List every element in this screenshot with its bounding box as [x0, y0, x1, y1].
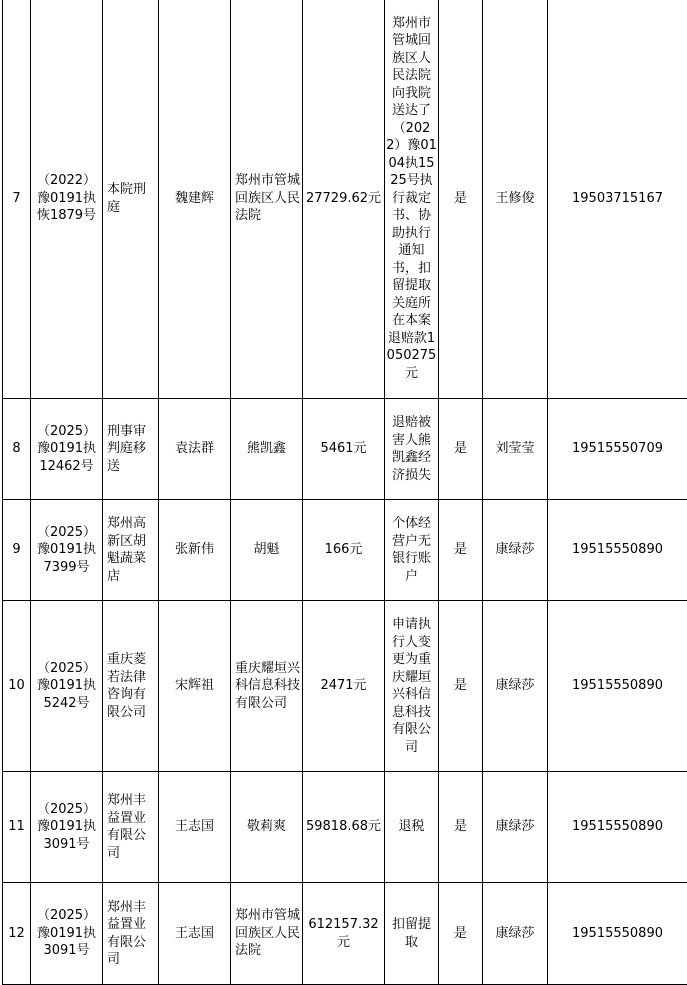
officer: 王修俊 — [483, 0, 548, 399]
table-row — [3, 601, 687, 772]
row-number: 8 — [3, 399, 31, 500]
payee: 熊凯鑫 — [231, 399, 303, 500]
flag: 是 — [439, 500, 483, 601]
payee: 郑州市管城回族区人民法院 — [231, 883, 303, 985]
respondent: 王志国 — [159, 772, 231, 883]
payee: 郑州市管城回族区人民法院 — [231, 0, 303, 399]
table-row — [3, 0, 687, 399]
row-number: 11 — [3, 772, 31, 883]
row-number: 7 — [3, 0, 31, 399]
case-number: （2022）豫0191执恢1879号 — [31, 0, 103, 399]
payee: 胡魁 — [231, 500, 303, 601]
reason: 退赔被害人熊凯鑫经济损失 — [385, 399, 439, 500]
reason: 扣留提取 — [385, 883, 439, 985]
table-row — [3, 883, 687, 985]
amount: 27729.62元 — [303, 0, 385, 399]
row-number: 10 — [3, 601, 31, 772]
respondent: 张新伟 — [159, 500, 231, 601]
respondent: 宋辉祖 — [159, 601, 231, 772]
reason: 郑州市管城回族区人民法院向我院送达了（2022）豫0104执1525号执行裁定书、协助执行通知书，扣留提取关庭所在本案退赔款1050275元 — [385, 0, 439, 399]
reason: 退税 — [385, 772, 439, 883]
reason: 申请执行人变更为重庆耀垣兴科信息科技有限公司 — [385, 601, 439, 772]
table-row — [3, 500, 687, 601]
flag: 是 — [439, 399, 483, 500]
reason: 个体经营户无银行账户 — [385, 500, 439, 601]
phone: 19515550890 — [548, 601, 687, 772]
amount: 612157.32元 — [303, 883, 385, 985]
respondent: 魏建辉 — [159, 0, 231, 399]
officer: 刘莹莹 — [483, 399, 548, 500]
row-number: 9 — [3, 500, 31, 601]
applicant: 郑州丰益置业有限公司 — [103, 883, 159, 985]
applicant: 郑州高新区胡魁蔬菜店 — [103, 500, 159, 601]
applicant: 刑事审判庭移送 — [103, 399, 159, 500]
phone: 19515550890 — [548, 883, 687, 985]
case-number: （2025）豫0191执7399号 — [31, 500, 103, 601]
respondent: 王志国 — [159, 883, 231, 985]
phone: 19503715167 — [548, 0, 687, 399]
officer: 康绿莎 — [483, 772, 548, 883]
amount: 166元 — [303, 500, 385, 601]
respondent: 袁法群 — [159, 399, 231, 500]
amount: 5461元 — [303, 399, 385, 500]
payment-table — [2, 0, 687, 985]
flag: 是 — [439, 772, 483, 883]
amount: 59818.68元 — [303, 772, 385, 883]
payee: 敬莉爽 — [231, 772, 303, 883]
phone: 19515550890 — [548, 500, 687, 601]
amount: 2471元 — [303, 601, 385, 772]
table-row — [3, 772, 687, 883]
applicant: 重庆菱若法律咨询有限公司 — [103, 601, 159, 772]
row-number: 12 — [3, 883, 31, 985]
officer: 康绿莎 — [483, 500, 548, 601]
flag: 是 — [439, 883, 483, 985]
case-number: （2025）豫0191执5242号 — [31, 601, 103, 772]
phone: 19515550890 — [548, 772, 687, 883]
officer: 康绿莎 — [483, 601, 548, 772]
phone: 19515550709 — [548, 399, 687, 500]
flag: 是 — [439, 601, 483, 772]
case-number: （2025）豫0191执12462号 — [31, 399, 103, 500]
case-number: （2025）豫0191执3091号 — [31, 772, 103, 883]
flag: 是 — [439, 0, 483, 399]
case-number: （2025）豫0191执3091号 — [31, 883, 103, 985]
officer: 康绿莎 — [483, 883, 548, 985]
table-row — [3, 399, 687, 500]
applicant: 郑州丰益置业有限公司 — [103, 772, 159, 883]
payee: 重庆耀垣兴科信息科技有限公司 — [231, 601, 303, 772]
applicant: 本院刑庭 — [103, 0, 159, 399]
